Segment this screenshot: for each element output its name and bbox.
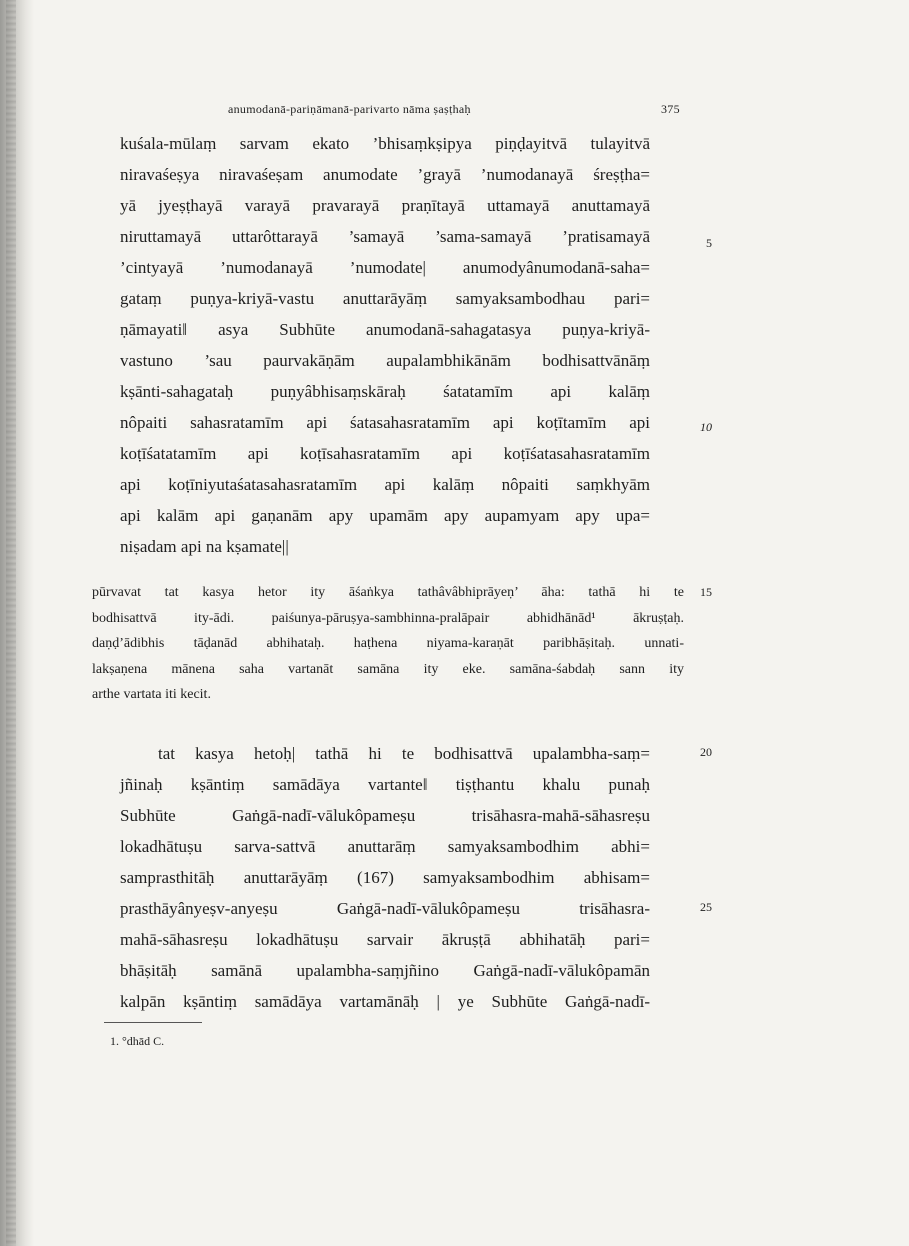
text-line: tat kasya hetoḥ| tathā hi te bodhisattvā upalambha-saṃ=: [158, 744, 650, 763]
text-line: Subhūte Gaṅgā-nadī-vālukôpameṣu trisāhasra-mahā-sāhasreṣu: [120, 806, 650, 825]
text-line: kuśala-mūlaṃ sarvam ekato ’bhisaṃkṣipya piṇḍayitvā tulayitvā: [120, 134, 650, 153]
line-number: 20: [700, 745, 712, 759]
text-line: kalpān kṣāntiṃ samādāya vartamānāḥ | ye Subhūte Gaṅgā-nadī-: [120, 992, 650, 1011]
text-line: gataṃ puṇya-kriyā-vastu anuttarāyāṃ samyaksambodhau pari=: [120, 289, 650, 308]
line-number: 25: [700, 900, 712, 914]
line-number: 15: [700, 585, 712, 599]
text-line: vastuno ’sau paurvakāṇām aupalambhikānām bodhisattvānāṃ: [120, 351, 650, 370]
text-line: niravaśeṣya niravaśeṣam anumodate ’grayā ’numodanayā śreṣṭha=: [120, 165, 650, 184]
footnote: 1. °dhād C.: [110, 1034, 165, 1048]
footnote-rule: [104, 1022, 202, 1023]
commentary-line: daṇḍ’ādibhis tāḍanād abhihataḥ. haṭhena niyama-karaṇāt paribhāṣitaḥ. unnati-: [92, 636, 684, 651]
text-line: ’cintyayā ’numodanayā ’numodate| anumodyânumodanā-saha=: [120, 258, 650, 277]
text-line: nôpaiti sahasratamīm api śatasahasratamīm api koṭītamīm api: [120, 413, 650, 432]
commentary-line: arthe vartata iti kecit.: [92, 687, 211, 702]
text-line: niruttamayā uttarôttarayā ’samayā ’sama-samayā ’pratisamayā: [120, 227, 650, 246]
text-line: ṇāmayati‖ asya Subhūte anumodanā-sahagatasya puṇya-kriyā-: [120, 320, 650, 339]
commentary-line: lakṣaṇena mānena saha vartanāt samāna ity eke. samāna-śabdaḥ sann ity: [92, 661, 684, 677]
text-line: lokadhātuṣu sarva-sattvā anuttarāṃ samyaksambodhim abhi=: [120, 837, 650, 856]
line-number: 5: [706, 236, 712, 250]
text-line: niṣadam api na kṣamate||: [120, 537, 289, 556]
text-line: prasthāyânyeṣv-anyeṣu Gaṅgā-nadī-vālukôpameṣu trisāhasra-: [120, 899, 650, 918]
text-line: bhāṣitāḥ samānā upalambha-saṃjñino Gaṅgā-nadī-vālukôpamān: [120, 961, 650, 980]
text-line: koṭīśatatamīm api koṭīsahasratamīm api koṭīśatasahasratamīm: [120, 444, 650, 463]
text-line: api kalām api gaṇanām apy upamām apy aupamyam apy upa=: [120, 506, 650, 525]
main-text-block-2: [120, 738, 650, 1017]
running-title: anumodanā-pariṇāmanā-parivarto nāma ṣaṣṭhaḥ: [228, 102, 471, 116]
commentary-line: pūrvavat tat kasya hetor ity āśaṅkya tathâvâbhiprāyeṇ’ āha: tathā hi te: [92, 585, 684, 600]
text-line: kṣānti-sahagataḥ puṇyâbhisaṃskāraḥ śatatamīm api kalāṃ: [120, 382, 650, 401]
line-number: 10: [700, 420, 712, 434]
running-header: [228, 102, 698, 117]
page-number: 375: [661, 102, 680, 116]
text-line: jñinaḥ kṣāntiṃ samādāya vartante‖ tiṣṭhantu khalu punaḥ: [120, 775, 650, 794]
text-line: samprasthitāḥ anuttarāyāṃ (167) samyaksambodhim abhisam=: [120, 868, 650, 887]
text-line: api koṭīniyutaśatasahasratamīm api kalāṃ nôpaiti saṃkhyām: [120, 475, 650, 494]
main-text-block-1: [120, 128, 650, 562]
text-line: mahā-sāhasreṣu lokadhātuṣu sarvair ākruṣṭā abhihatāḥ pari=: [120, 930, 650, 949]
text-line: yā jyeṣṭhayā varayā pravarayā praṇītayā uttamayā anuttamayā: [120, 196, 650, 215]
commentary-block: [92, 580, 684, 708]
scan-binding-edge: [0, 0, 34, 1246]
commentary-line: bodhisattvā ity-ādi. paiśunya-pāruṣya-sambhinna-pralāpair abhidhānād¹ ākruṣṭaḥ.: [92, 610, 684, 626]
